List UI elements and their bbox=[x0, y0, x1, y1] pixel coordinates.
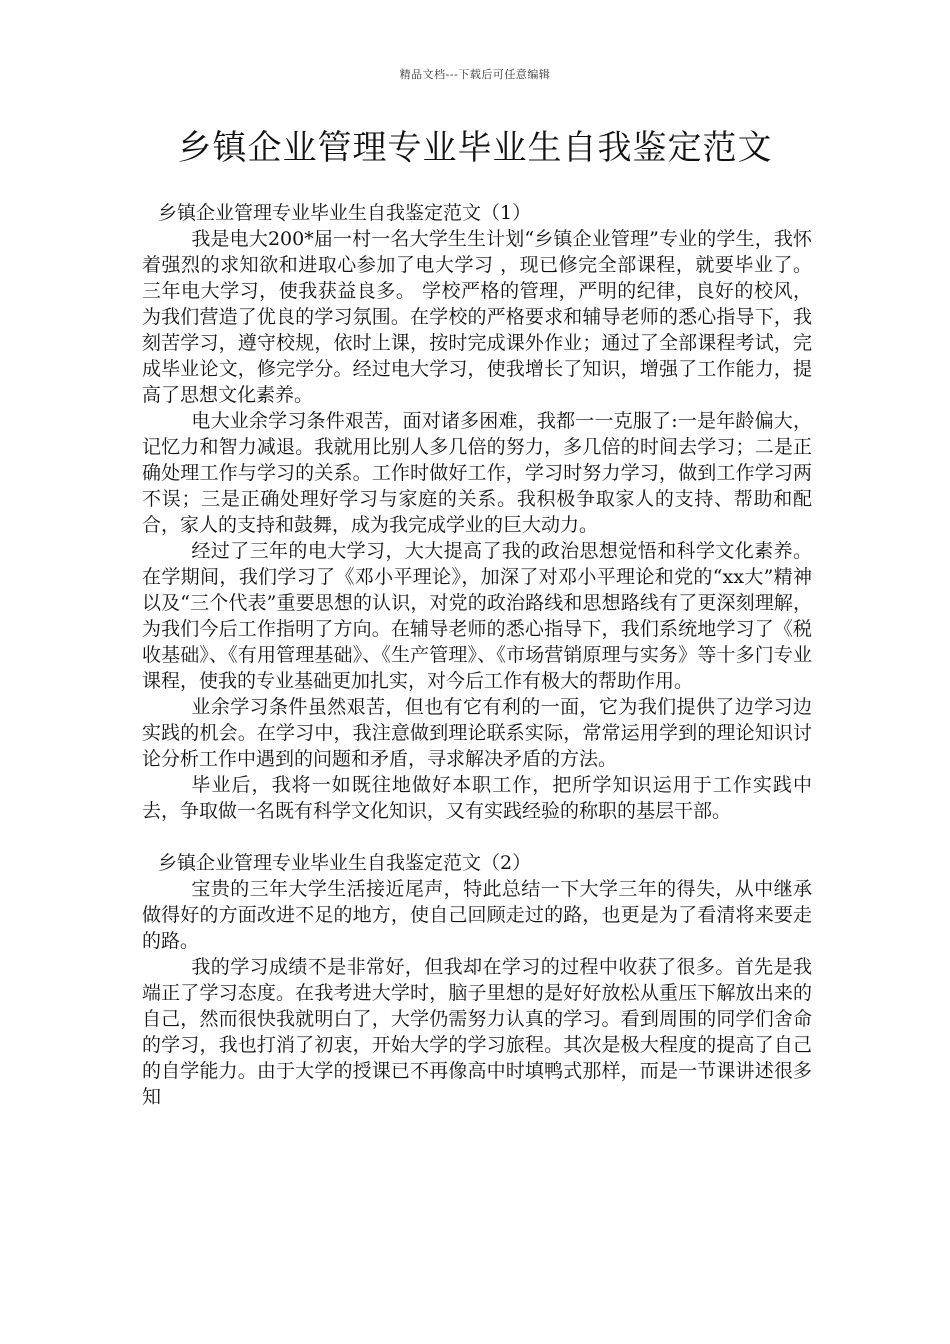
paragraph: 毕业后，我将一如既往地做好本职工作，把所学知识运用于工作实践中去，争取做一名既有科学文化知识，又有实践经验的称职的基层干部。 bbox=[142, 774, 812, 822]
section-heading: 乡镇企业管理专业毕业生自我鉴定范文（1） bbox=[158, 202, 532, 224]
section-heading: 乡镇企业管理专业毕业生自我鉴定范文（2） bbox=[158, 852, 532, 874]
document-title: 乡镇企业管理专业毕业生自我鉴定范文 bbox=[177, 128, 773, 168]
paragraph: 我是电大200*届一村一名大学生生计划“乡镇企业管理”专业的学生，我怀着强烈的求知欲和进取心参加了电大学习 ，现已修完全部课程，就要毕业了。三年电大学习，使我获益良多。 学校严格的管理，严明的纪律，良好的校风，为我们营造了优良的学习氛围。在学校的严格要求和辅导老师的悉心指导下，我刻苦学习，遵守校规，依时上课，按时完成课外作业；通过了全部课程考试，完成毕业论文，修完学分。经过电大学习，使我增长了知识，增强了工作能力，提高了思想文化素养。 bbox=[142, 228, 812, 406]
paragraph: 宝贵的三年大学生活接近尾声，特此总结一下大学三年的得失，从中继承做得好的方面改进不足的地方，使自己回顾走过的路，也更是为了看清将来要走的路。 bbox=[142, 878, 812, 952]
paragraph: 我的学习成绩不是非常好，但我却在学习的过程中收获了很多。首先是我端正了学习态度。在我考进大学时，脑子里想的是好好放松从重压下解放出来的自己，然而很快我就明白了，大学仍需努力认真的学习。看到周围的同学们舍命的学习，我也打消了初衷，开始大学的学习旅程。其次是极大程度的提高了自己的自学能力。由于大学的授课已不再像高中时填鸭式那样，而是一节课讲述很多知 bbox=[142, 956, 812, 1108]
paragraph: 业余学习条件虽然艰苦，但也有它有利的一面，它为我们提供了边学习边实践的机会。在学习中，我注意做到理论联系实际，常常运用学到的理论知识讨论分析工作中遇到的问题和矛盾，寻求解决矛盾的方法。 bbox=[142, 696, 812, 770]
paragraph: 经过了三年的电大学习，大大提高了我的政治思想觉悟和科学文化素养。在学期间，我们学习了《邓小平理论》，加深了对邓小平理论和党的“xx大”精神以及“三个代表”重要思想的认识，对党的政治路线和思想路线有了更深刻理解，为我们今后工作指明了方向。在辅导老师的悉心指导下，我们系统地学习了《税收基础》、《有用管理基础》、《生产管理》、《市场营销原理与实务》等十多门专业课程，使我的专业基础更加扎实，对今后工作有极大的帮助作用。 bbox=[142, 540, 812, 692]
paragraph: 电大业余学习条件艰苦，面对诸多困难，我都一一克服了:一是年龄偏大，记忆力和智力减退。我就用比别人多几倍的努力，多几倍的时间去学习；二是正确处理工作与学习的关系。工作时做好工作，学习时努力学习，做到工作学习两不误；三是正确处理好学习与家庭的关系。我积极争取家人的支持、帮助和配合，家人的支持和鼓舞，成为我完成学业的巨大动力。 bbox=[142, 410, 812, 536]
section-gap bbox=[142, 824, 812, 850]
section-1 bbox=[142, 200, 812, 824]
document-body bbox=[142, 200, 812, 1110]
header-note: 精品文档---下载后可任意编辑 bbox=[399, 68, 551, 81]
section-2 bbox=[142, 850, 812, 1110]
